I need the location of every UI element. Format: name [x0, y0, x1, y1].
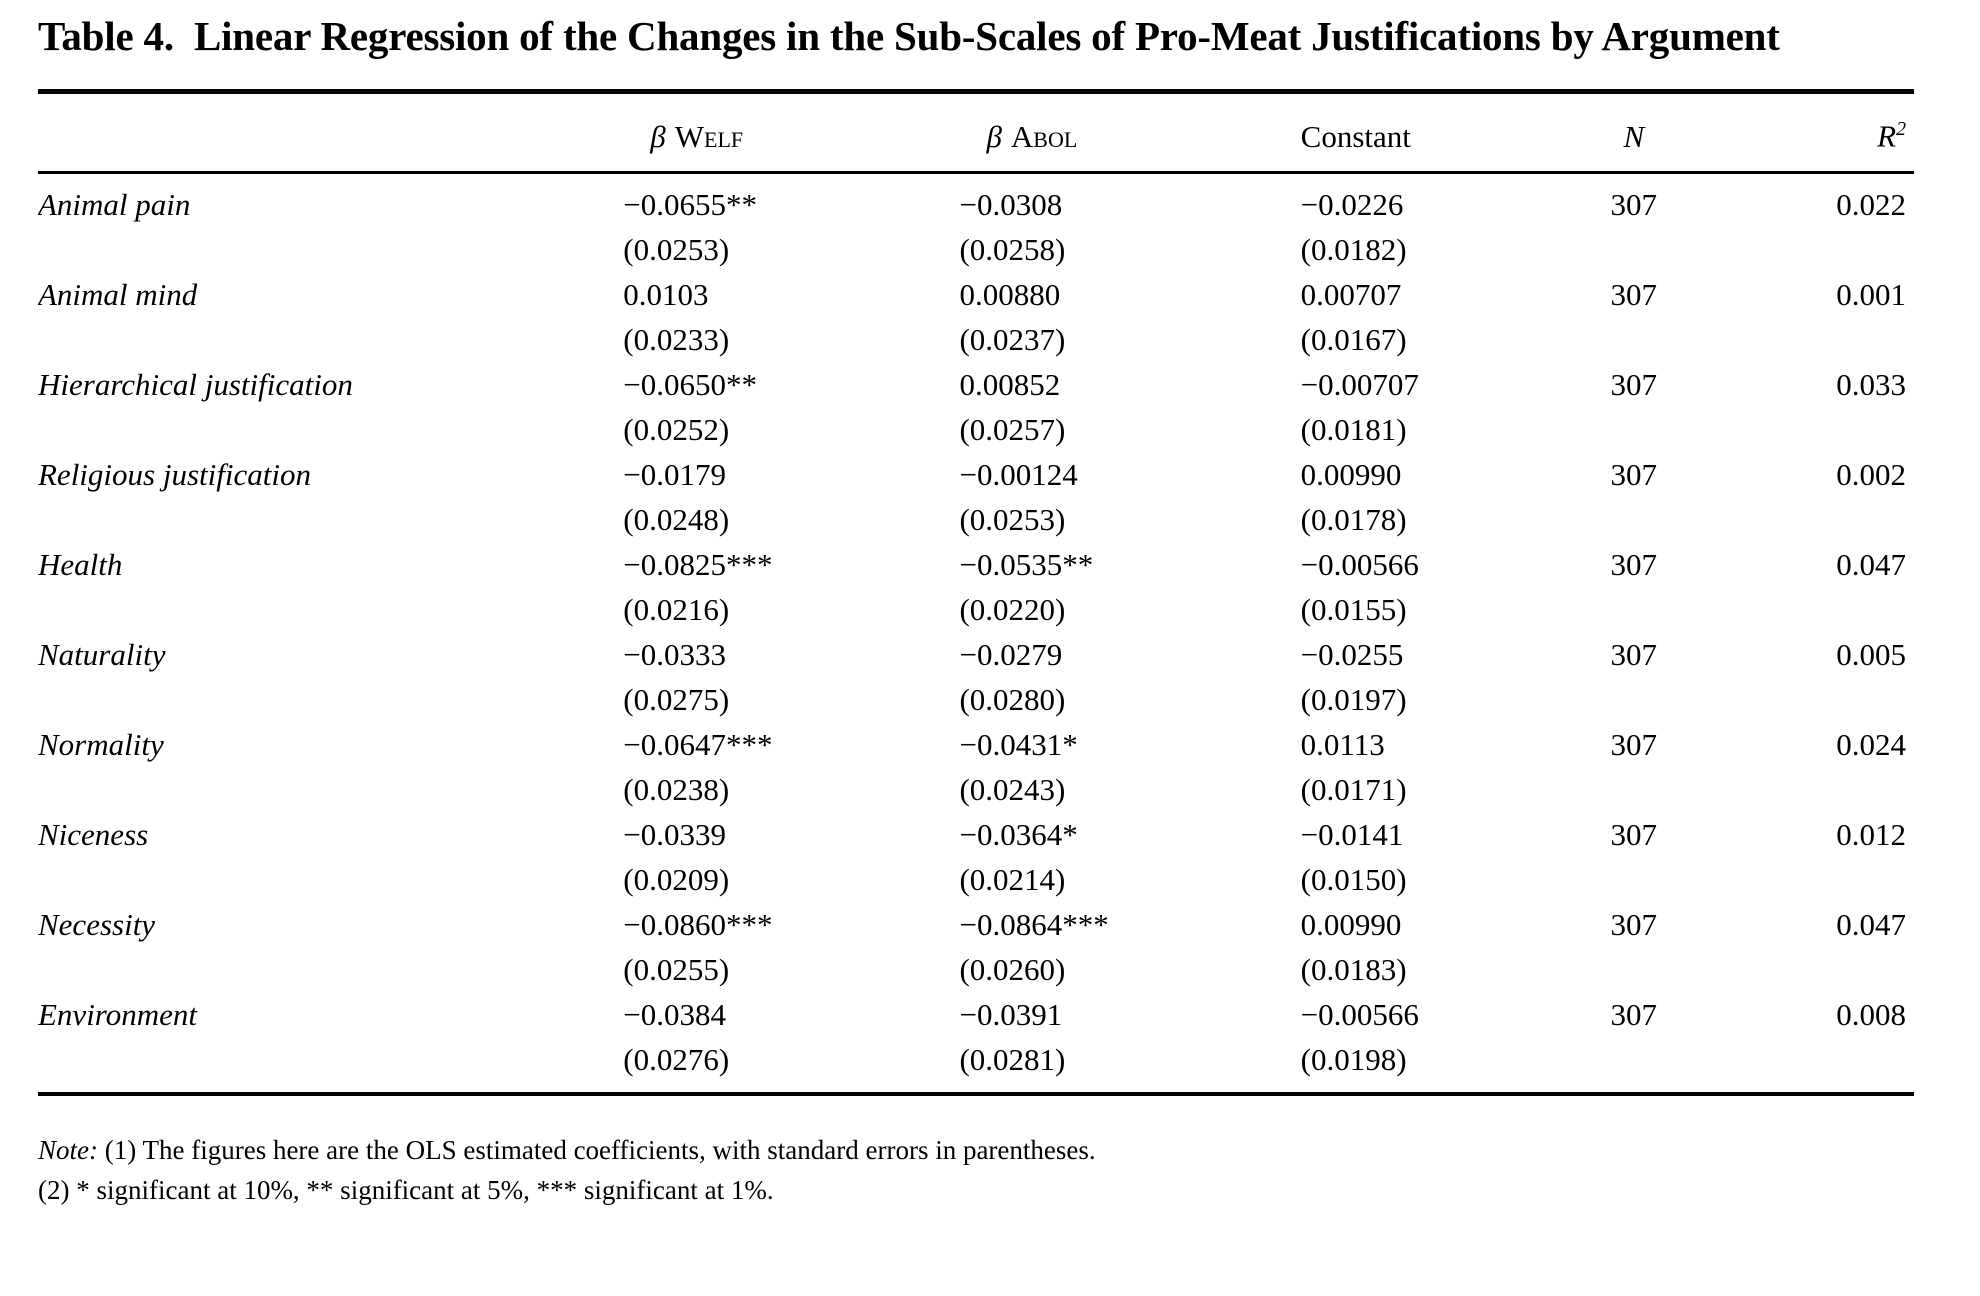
abol-standard-error: (0.0237) — [959, 321, 1066, 357]
welf-standard-error: (0.0209) — [623, 861, 730, 897]
welf-standard-error: (0.0248) — [623, 501, 730, 537]
abol-standard-error: (0.0260) — [959, 951, 1066, 987]
row-label: Environment — [38, 996, 197, 1032]
empty-cell — [38, 497, 623, 542]
welf-standard-error: (0.0238) — [623, 771, 730, 807]
constant-coefficient: 0.0113 — [1300, 726, 1385, 762]
welf-standard-error: (0.0233) — [623, 321, 730, 357]
empty-cell — [1714, 767, 1914, 812]
row-label: Animal mind — [38, 276, 198, 312]
row-label: Naturality — [38, 636, 166, 672]
constant-standard-error: (0.0183) — [1300, 951, 1407, 987]
empty-cell — [1714, 1037, 1914, 1092]
abol-standard-error: (0.0253) — [959, 501, 1066, 537]
column-header-empty — [38, 94, 623, 172]
constant-coefficient: −0.0255 — [1300, 636, 1404, 672]
table-row — [38, 632, 1914, 677]
table-row-se — [38, 767, 1914, 812]
table-row — [38, 452, 1914, 497]
n-value: 307 — [1610, 186, 1658, 222]
table-row — [38, 722, 1914, 767]
abol-label: Abol — [1010, 118, 1078, 154]
n-value: 307 — [1610, 546, 1658, 582]
n-value: 307 — [1610, 906, 1658, 942]
abol-standard-error: (0.0280) — [959, 681, 1066, 717]
row-label: Health — [38, 546, 123, 582]
empty-cell — [38, 947, 623, 992]
table-row — [38, 172, 1914, 227]
abol-coefficient: −0.0391 — [959, 996, 1063, 1032]
welf-coefficient: 0.0103 — [623, 276, 709, 312]
constant-coefficient: −0.00707 — [1300, 366, 1419, 402]
column-header-beta-abol — [959, 94, 1300, 172]
column-header-r-squared — [1714, 94, 1914, 172]
empty-cell — [1714, 317, 1914, 362]
constant-standard-error: (0.0167) — [1300, 321, 1407, 357]
n-value: 307 — [1610, 456, 1658, 492]
constant-standard-error: (0.0155) — [1300, 591, 1407, 627]
abol-standard-error: (0.0220) — [959, 591, 1066, 627]
row-label: Necessity — [38, 906, 156, 942]
welf-standard-error: (0.0252) — [623, 411, 730, 447]
abol-coefficient: −0.0279 — [959, 636, 1063, 672]
constant-coefficient: −0.00566 — [1300, 546, 1419, 582]
constant-coefficient: 0.00707 — [1300, 276, 1402, 312]
empty-cell — [38, 587, 623, 632]
abol-coefficient: 0.00880 — [959, 276, 1061, 312]
table-title: Table 4. Linear Regression of the Changes in the Sub-Scales of Pro-Meat Justifications by Argument — [38, 13, 1780, 59]
table-row-se — [38, 227, 1914, 272]
welf-coefficient: −0.0384 — [623, 996, 727, 1032]
table-header — [38, 94, 1914, 172]
constant-coefficient: 0.00990 — [1300, 906, 1402, 942]
column-header-beta-welf — [623, 94, 959, 172]
abol-coefficient: −0.0431* — [959, 726, 1078, 762]
empty-cell — [1554, 677, 1714, 722]
empty-cell — [1554, 767, 1714, 812]
abol-coefficient: −0.0308 — [959, 186, 1063, 222]
r2-value: 0.005 — [1836, 636, 1906, 672]
constant-standard-error: (0.0171) — [1300, 771, 1407, 807]
row-label: Hierarchical justification — [38, 366, 353, 402]
empty-cell — [38, 677, 623, 722]
row-label: Religious justification — [38, 456, 311, 492]
r2-value: 0.024 — [1836, 726, 1906, 762]
table-row-se — [38, 1037, 1914, 1092]
note-line-1-text: (1) The figures here are the OLS estimated coefficients, with standard errors in parentheses. — [98, 1134, 1096, 1165]
abol-coefficient: −0.00124 — [959, 456, 1078, 492]
empty-cell — [1554, 317, 1714, 362]
column-header-n: N — [1554, 94, 1714, 172]
table-row-se — [38, 947, 1914, 992]
welf-standard-error: (0.0216) — [623, 591, 730, 627]
empty-cell — [1714, 677, 1914, 722]
table-row-se — [38, 587, 1914, 632]
constant-coefficient: 0.00990 — [1300, 456, 1402, 492]
r2-value: 0.047 — [1836, 906, 1906, 942]
table-row — [38, 812, 1914, 857]
r-symbol: R — [1877, 118, 1897, 154]
empty-cell — [38, 317, 623, 362]
abol-coefficient: −0.0364* — [959, 816, 1078, 852]
empty-cell — [1714, 227, 1914, 272]
empty-cell — [1554, 587, 1714, 632]
beta-symbol: β — [986, 118, 1002, 154]
regression-table-wrapper — [38, 89, 1914, 1096]
n-value: 307 — [1610, 996, 1658, 1032]
welf-coefficient: −0.0825*** — [623, 546, 773, 582]
r2-value: 0.022 — [1836, 186, 1906, 222]
r-squared-exponent: 2 — [1896, 118, 1906, 141]
column-header-constant: Constant — [1301, 94, 1554, 172]
table-row-se — [38, 857, 1914, 902]
regression-table — [38, 94, 1914, 1092]
table-row-se — [38, 317, 1914, 362]
table-row-se — [38, 497, 1914, 542]
empty-cell — [1714, 407, 1914, 452]
welf-coefficient: −0.0179 — [623, 456, 727, 492]
table-row-se — [38, 677, 1914, 722]
r2-value: 0.012 — [1836, 816, 1906, 852]
table-body — [38, 172, 1914, 1092]
empty-cell — [1714, 587, 1914, 632]
note-line-2: (2) * significant at 10%, ** significant at 5%, *** significant at 1%. — [38, 1174, 774, 1205]
n-value: 307 — [1610, 366, 1658, 402]
welf-standard-error: (0.0275) — [623, 681, 730, 717]
abol-coefficient: −0.0535** — [959, 546, 1094, 582]
table-row — [38, 362, 1914, 407]
constant-standard-error: (0.0197) — [1300, 681, 1407, 717]
constant-standard-error: (0.0182) — [1300, 231, 1407, 267]
welf-standard-error: (0.0255) — [623, 951, 730, 987]
constant-coefficient: −0.00566 — [1300, 996, 1419, 1032]
note-label: Note: — [38, 1134, 98, 1165]
empty-cell — [1554, 857, 1714, 902]
welf-coefficient: −0.0647*** — [623, 726, 773, 762]
constant-standard-error: (0.0178) — [1300, 501, 1407, 537]
r2-value: 0.047 — [1836, 546, 1906, 582]
welf-coefficient: −0.0650** — [623, 366, 758, 402]
n-value: 307 — [1610, 276, 1658, 312]
row-label: Niceness — [38, 816, 149, 852]
constant-coefficient: −0.0141 — [1300, 816, 1404, 852]
r2-value: 0.033 — [1836, 366, 1906, 402]
row-label: Normality — [38, 726, 164, 762]
empty-cell — [1554, 407, 1714, 452]
n-value: 307 — [1610, 816, 1658, 852]
empty-cell — [38, 407, 623, 452]
welf-label: Welf — [674, 118, 744, 154]
empty-cell — [38, 857, 623, 902]
r2-value: 0.002 — [1836, 456, 1906, 492]
abol-standard-error: (0.0258) — [959, 231, 1066, 267]
abol-standard-error: (0.0243) — [959, 771, 1066, 807]
n-value: 307 — [1610, 636, 1658, 672]
welf-coefficient: −0.0655** — [623, 186, 758, 222]
header-row — [38, 94, 1914, 172]
empty-cell — [1554, 497, 1714, 542]
table-row — [38, 902, 1914, 947]
empty-cell — [1554, 1037, 1714, 1092]
welf-coefficient: −0.0339 — [623, 816, 727, 852]
empty-cell — [38, 1037, 623, 1092]
constant-standard-error: (0.0198) — [1300, 1041, 1407, 1077]
welf-standard-error: (0.0276) — [623, 1041, 730, 1077]
welf-standard-error: (0.0253) — [623, 231, 730, 267]
abol-coefficient: −0.0864*** — [959, 906, 1109, 942]
beta-symbol: β — [650, 118, 666, 154]
empty-cell — [1714, 857, 1914, 902]
table-row — [38, 542, 1914, 587]
constant-coefficient: −0.0226 — [1300, 186, 1404, 222]
table-row — [38, 272, 1914, 317]
welf-coefficient: −0.0860*** — [623, 906, 773, 942]
table-row-se — [38, 407, 1914, 452]
empty-cell — [1714, 497, 1914, 542]
abol-standard-error: (0.0281) — [959, 1041, 1066, 1077]
row-label: Animal pain — [38, 186, 191, 222]
abol-standard-error: (0.0257) — [959, 411, 1066, 447]
empty-cell — [1554, 947, 1714, 992]
n-value: 307 — [1610, 726, 1658, 762]
abol-coefficient: 0.00852 — [959, 366, 1061, 402]
empty-cell — [1554, 227, 1714, 272]
r2-value: 0.001 — [1836, 276, 1906, 312]
constant-standard-error: (0.0150) — [1300, 861, 1407, 897]
empty-cell — [38, 227, 623, 272]
note-line-1 — [38, 1130, 1914, 1170]
empty-cell — [1714, 947, 1914, 992]
table-notes — [38, 1130, 1914, 1210]
abol-standard-error: (0.0214) — [959, 861, 1066, 897]
constant-standard-error: (0.0181) — [1300, 411, 1407, 447]
empty-cell — [38, 767, 623, 812]
welf-coefficient: −0.0333 — [623, 636, 727, 672]
r2-value: 0.008 — [1836, 996, 1906, 1032]
table-row — [38, 992, 1914, 1037]
